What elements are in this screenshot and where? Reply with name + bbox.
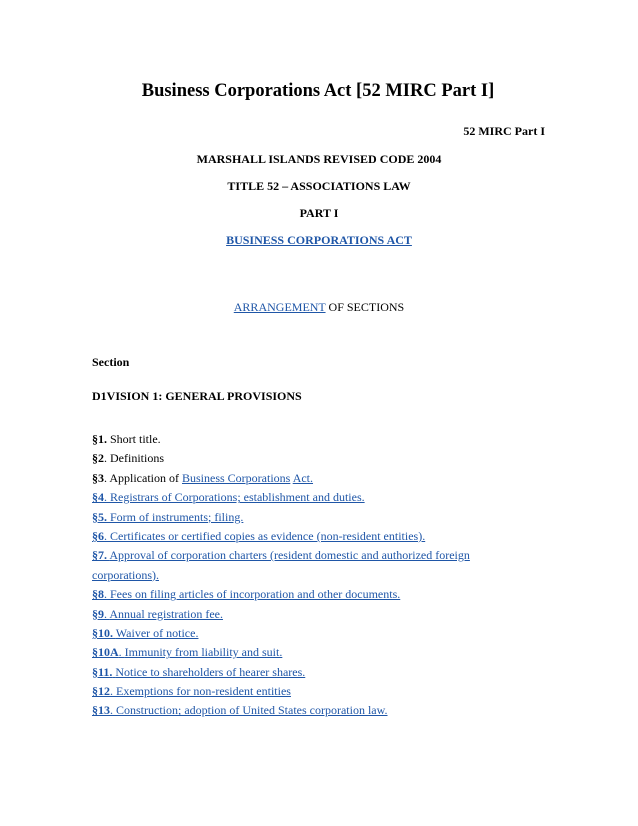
- section-text[interactable]: Exemptions for non-resident entities: [116, 684, 291, 699]
- section-link[interactable]: [92, 548, 470, 562]
- act-link[interactable]: Act.: [292, 470, 314, 485]
- revised-code-heading: MARSHALL ISLANDS REVISED CODE 2004: [196, 152, 442, 166]
- section-number[interactable]: §13: [92, 703, 110, 718]
- section-text[interactable]: Form of instruments; filing.: [110, 509, 244, 524]
- section-item-10a[interactable]: [92, 643, 552, 662]
- section-item-11[interactable]: [92, 663, 552, 682]
- section-text[interactable]: corporations).: [92, 567, 159, 582]
- section-separator: . Application of: [104, 470, 182, 485]
- section-text[interactable]: Notice to shareholders of hearer shares.: [115, 664, 306, 679]
- section-number: §1.: [92, 432, 107, 446]
- section-item-6[interactable]: [92, 527, 552, 546]
- act-name-heading: [0, 233, 638, 248]
- section-number[interactable]: §10.: [92, 625, 113, 640]
- code-reference: 52 MIRC Part I: [463, 124, 545, 138]
- section-item-1: [92, 430, 552, 449]
- section-text[interactable]: Immunity from liability and suit.: [124, 645, 283, 660]
- section-number: §2: [92, 451, 104, 466]
- section-link[interactable]: [92, 490, 365, 504]
- business-corporations-link[interactable]: Business Corporations: [182, 470, 291, 485]
- section-item-2: [92, 449, 552, 468]
- section-number[interactable]: §12: [92, 684, 110, 699]
- section-text[interactable]: Waiver of notice.: [115, 625, 199, 640]
- section-separator[interactable]: .: [110, 684, 116, 699]
- section-link[interactable]: [92, 587, 400, 601]
- section-text: Definitions: [110, 451, 164, 466]
- section-item-12[interactable]: [92, 682, 552, 701]
- document-title-text: Business Corporations Act [52 MIRC Part I]: [141, 81, 495, 101]
- section-item-8[interactable]: [92, 585, 552, 604]
- section-item-13[interactable]: [92, 701, 552, 720]
- section-list: [92, 430, 552, 721]
- section-link[interactable]: [92, 684, 291, 698]
- section-separator[interactable]: .: [104, 490, 110, 505]
- document-title: [0, 81, 638, 102]
- section-number: §3: [92, 470, 104, 485]
- section-number[interactable]: §4: [92, 490, 104, 505]
- section-link[interactable]: [92, 529, 425, 543]
- section-text[interactable]: Registrars of Corporations; establishment and duties.: [110, 490, 365, 505]
- section-separator[interactable]: .: [110, 703, 116, 718]
- section-text[interactable]: Certificates or certified copies as evidence (non-resident entities).: [110, 528, 426, 543]
- arrangement-heading: [0, 300, 638, 315]
- section-number[interactable]: §5.: [92, 509, 107, 524]
- section-text[interactable]: Approval of corporation charters (resident domestic and authorized foreign: [109, 548, 470, 563]
- section-item-10[interactable]: [92, 624, 552, 643]
- section-number[interactable]: §11.: [92, 664, 113, 679]
- section-link[interactable]: [92, 645, 282, 659]
- section-item-3: [92, 469, 552, 488]
- arrangement-rest: OF SECTIONS: [325, 300, 405, 314]
- section-label: Section: [92, 355, 130, 369]
- section-item-7-continued[interactable]: [92, 566, 552, 585]
- section-text[interactable]: Annual registration fee.: [109, 606, 223, 621]
- section-link[interactable]: [92, 607, 223, 621]
- section-item-4[interactable]: [92, 488, 552, 507]
- part-heading: PART I: [299, 206, 339, 220]
- section-separator[interactable]: .: [104, 587, 110, 602]
- title-heading: TITLE 52 – ASSOCIATIONS LAW: [227, 179, 411, 193]
- section-link[interactable]: [92, 568, 159, 582]
- section-number[interactable]: §9: [92, 606, 104, 621]
- division-heading: D1VISION 1: GENERAL PROVISIONS: [92, 389, 302, 403]
- section-number[interactable]: §8: [92, 587, 104, 602]
- section-number[interactable]: §6: [92, 528, 104, 543]
- section-link[interactable]: [92, 626, 198, 640]
- section-link[interactable]: [92, 510, 243, 524]
- section-item-7[interactable]: [92, 546, 552, 565]
- section-text[interactable]: Fees on filing articles of incorporation and other documents.: [110, 587, 401, 602]
- section-link[interactable]: [92, 703, 388, 717]
- section-number[interactable]: §10A: [92, 645, 119, 660]
- section-separator[interactable]: .: [104, 606, 110, 621]
- arrangement-link[interactable]: ARRANGEMENT: [233, 300, 326, 314]
- act-name-link[interactable]: BUSINESS CORPORATIONS ACT: [226, 233, 412, 247]
- section-link[interactable]: [92, 665, 305, 679]
- section-text: Short title.: [110, 432, 161, 446]
- section-item-9[interactable]: [92, 605, 552, 624]
- section-separator[interactable]: .: [118, 645, 125, 660]
- section-separator: .: [104, 451, 110, 466]
- section-item-5[interactable]: [92, 508, 552, 527]
- section-separator[interactable]: .: [104, 528, 110, 543]
- section-number[interactable]: §7.: [92, 548, 107, 563]
- section-text[interactable]: Construction; adoption of United States corporation law.: [116, 703, 388, 718]
